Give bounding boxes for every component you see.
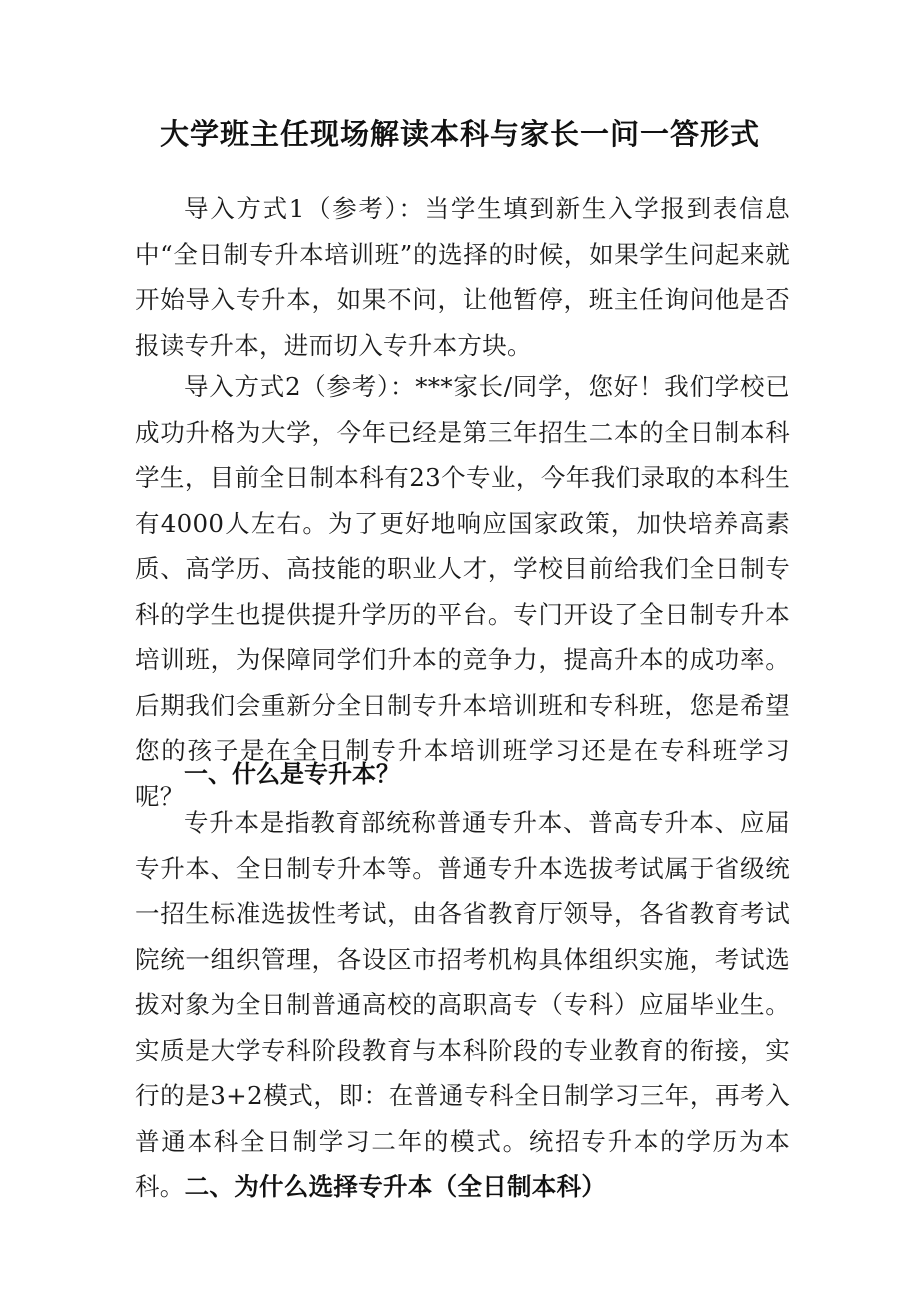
section-heading-what-is: 一、什么是专升本？: [184, 760, 400, 788]
document-title: 大学班主任现场解读本科与家长一问一答形式: [159, 117, 760, 151]
intro-method-1-paragraph: 导入方式1（参考）：当学生填到新生入学报到表信息中“全日制专升本培训班”的选择的时候，如果学生问起来就开始导入专升本，如果不问，让他暂停，班主任询问他是否报读专升本，进而切入专升本方块。: [135, 194, 790, 360]
section-heading-why-choose: 二、为什么选择专升本（全日制本科）: [184, 1172, 607, 1201]
section-1-body: 专升本是指教育部统称普通专升本、普高专升本、应届专升本、全日制专升本等。普通专升本选拔考试属于省级统一招生标准选拔性考试，由各省教育厅领导，各省教育考试院统一组织管理，各设区市招考机构具体组织实施，考试选拔对象为全日制普通高校的高职高专（专科）应届毕业生。实质是大学专科阶段教育与本科阶段的专业教育的衔接，实行的是3+2模式，即：在普通专科全日制学习三年，再考入普通本科全日制学习二年的模式。统招专升本的学历为本科。: [135, 808, 790, 1201]
intro-method-2-paragraph: 导入方式2（参考）：***家长/同学，您好！我们学校已成功升格为大学，今年已经是第三年招生二本的全日制本科学生，目前全日制本科有23个专业，今年我们录取的本科生有4000人左右。为了更好地响应国家政策，加快培养高素质、高学历、高技能的职业人才，学校目前给我们全日制专科的学生也提供提升学历的平台。专门开设了全日制专升本培训班，为保障同学们升本的竞争力，提高升本的成功率。后期我们会重新分全日制专升本培训班和专科班，您是希望您的孩子是在全日制专升本培训班学习还是在专科班学习呢？: [135, 372, 790, 811]
section-1-paragraph: [135, 800, 790, 1210]
